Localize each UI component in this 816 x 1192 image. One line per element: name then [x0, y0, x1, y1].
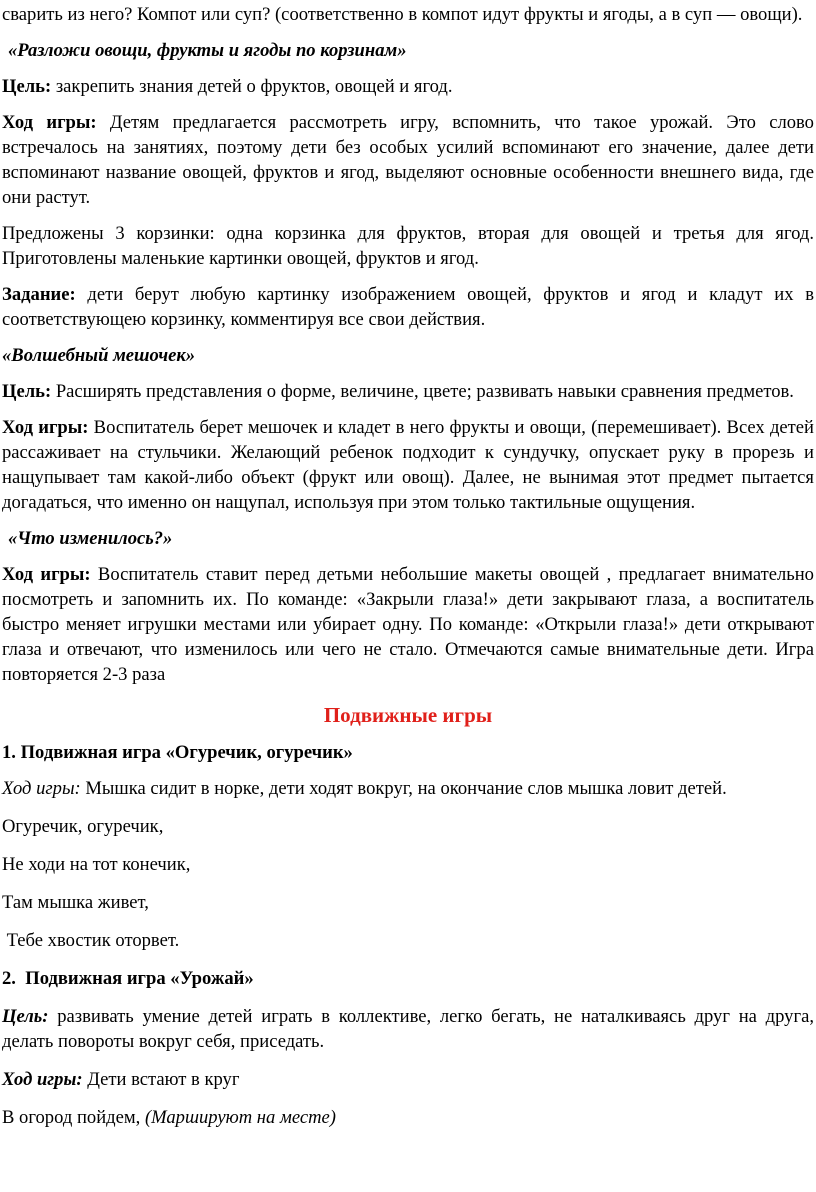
task-text: дети берут любую картинку изображением овощей, фруктов и ягод и кладут их в соответствующею корзинку, комментируя все свои действия. — [2, 284, 814, 330]
game2-goal — [2, 379, 814, 404]
game1-task — [2, 282, 814, 332]
game2-title: «Волшебный мешочек» — [2, 345, 196, 366]
mobile2-course — [2, 1067, 814, 1092]
mobile1-course — [2, 776, 814, 801]
task-label: Задание: — [2, 284, 76, 305]
course-text: Воспитатель берет мешочек и кладет в него фрукты и овощи, (перемешивает). Всех детей рассаживает на стульчики. Желающий ребенок подходит к сундучку, опускает руку в прорезь и нащупывает там какой-либо объект (фрукт или овощ). Далее, не вынимая этот предмет пытается догадаться, что именно он нащупал, используя при этом только тактильные ощущения. — [2, 417, 814, 513]
section-title: Подвижные игры — [323, 703, 493, 727]
verse-line: Не ходи на тот конечик, — [2, 854, 191, 875]
game2-course — [2, 415, 814, 515]
verse-line: Тебе хвостик оторвет. — [2, 930, 180, 951]
goal-label: Цель: — [2, 76, 52, 97]
verse-line: Там мышка живет, — [2, 892, 149, 913]
goal-text: развивать умение детей играть в коллективе, легко бегать, не наталкиваясь друг на друга, делать повороты вокруг себя, приседать. — [2, 1006, 814, 1052]
course-text: Воспитатель ставит перед детьми небольшие макеты овощей , предлагает внимательно посмотреть и запомнить их. По команде: «Закрыли глаза!» дети закрывают глаза, а воспитатель быстро меняет игрушки местами или убирает одну. По команде: «Открыли глаза!» дети открывают глаза и отвечают, что изменилось или чего не стало. Отмечаются самые внимательные дети. Игра повторяется 2-3 раза — [2, 564, 814, 685]
course-label: Ход игры: — [2, 778, 81, 799]
verse-line: Огуречик, огуречик, — [2, 816, 164, 837]
course-text: Дети встают в круг — [82, 1069, 240, 1090]
line-italic: (Маршируют на месте) — [144, 1107, 336, 1128]
game3-title: «Что изменилось?» — [8, 528, 173, 549]
mobile1-title: 1. Подвижная игра «Огуречик, огуречик» — [2, 742, 353, 763]
course-label: Ход игры: — [2, 112, 97, 133]
paragraph-intro: сварить из него? Компот или суп? (соответственно в компот идут фрукты и ягоды, а в суп — овощи). — [2, 4, 803, 25]
mobile2-goal — [2, 1004, 814, 1054]
course-label: Ход игры: — [2, 564, 91, 585]
course-text: Мышка сидит в норке, дети ходят вокруг, на окончание слов мышка ловит детей. — [80, 778, 727, 799]
mobile2-title: 2. Подвижная игра «Урожай» — [2, 968, 254, 989]
document-page — [0, 2, 816, 1192]
course-text: Детям предлагается рассмотреть игру, вспомнить, что такое урожай. Это слово встречалось на занятиях, поэтому дети без особых усилий вспоминают его значение, далее дети вспоминают название овощей, фруктов и ягод, выделяют основные особенности внешнего вида, где они растут. — [2, 112, 814, 208]
line-text: В огород пойдем, — [2, 1107, 145, 1128]
game1-goal — [2, 74, 814, 99]
goal-label: Цель: — [2, 1006, 49, 1027]
course-label: Ход игры: — [2, 417, 89, 438]
game1-course — [2, 110, 814, 210]
goal-label: Цель: — [2, 381, 52, 402]
goal-text: Расширять представления о форме, величине, цвете; развивать навыки сравнения предметов. — [51, 381, 794, 402]
game3-course — [2, 562, 814, 687]
goal-text: закрепить знания детей о фруктов, овощей и ягод. — [51, 76, 453, 97]
game1-title: «Разложи овощи, фрукты и ягоды по корзинам» — [8, 40, 407, 61]
course-label: Ход игры: — [2, 1069, 83, 1090]
mobile2-line — [2, 1105, 814, 1130]
game1-baskets: Предложены 3 корзинки: одна корзинка для фруктов, вторая для овощей и третья для ягод. Приготовлены маленькие картинки овощей, фруктов и ягод. — [2, 223, 814, 269]
